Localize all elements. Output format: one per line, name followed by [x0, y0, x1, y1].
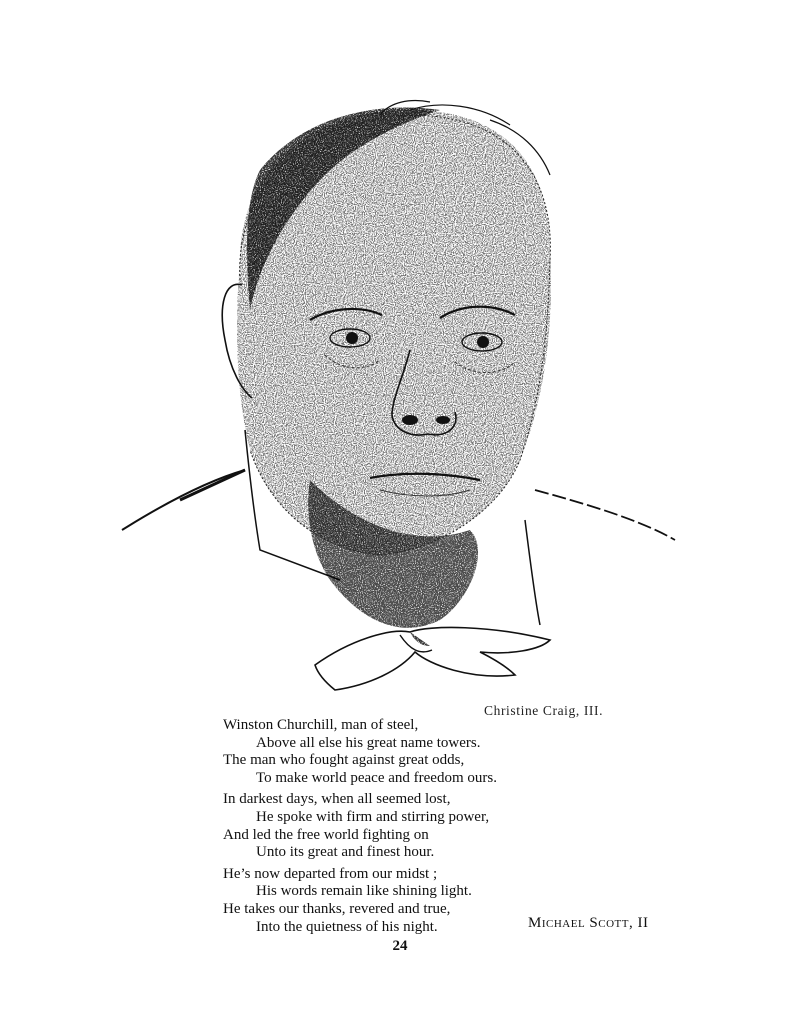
poem-line: The man who fought against great odds,	[223, 752, 465, 769]
illustration-credit: Christine Craig, III.	[484, 703, 604, 718]
poem-line: He takes our thanks, revered and true,	[223, 900, 451, 917]
poem-line: Winston Churchill, man of steel,	[223, 717, 419, 733]
poem-line: And led the free world fighting on	[223, 826, 429, 843]
poem-author: Michael Scott, II	[528, 915, 649, 931]
poem-line: Unto its great and finest hour.	[256, 844, 435, 861]
poem	[223, 717, 683, 940]
poem-line: To make world peace and freedom ours.	[256, 769, 497, 786]
poem-line: He spoke with firm and stirring power,	[256, 808, 490, 825]
poem-line: Above all else his great name towers.	[256, 734, 481, 751]
poem-stanza	[223, 717, 683, 787]
page-number: 24	[392, 938, 408, 954]
poem-line: In darkest days, when all seemed lost,	[223, 791, 451, 808]
poem-line: His words remain like shining light.	[256, 883, 472, 900]
portrait-illustration	[110, 80, 690, 700]
poem-stanza	[223, 791, 683, 861]
poem-line: Into the quietness of his night.	[256, 918, 438, 935]
poem-line: He’s now departed from our midst ;	[223, 865, 438, 882]
